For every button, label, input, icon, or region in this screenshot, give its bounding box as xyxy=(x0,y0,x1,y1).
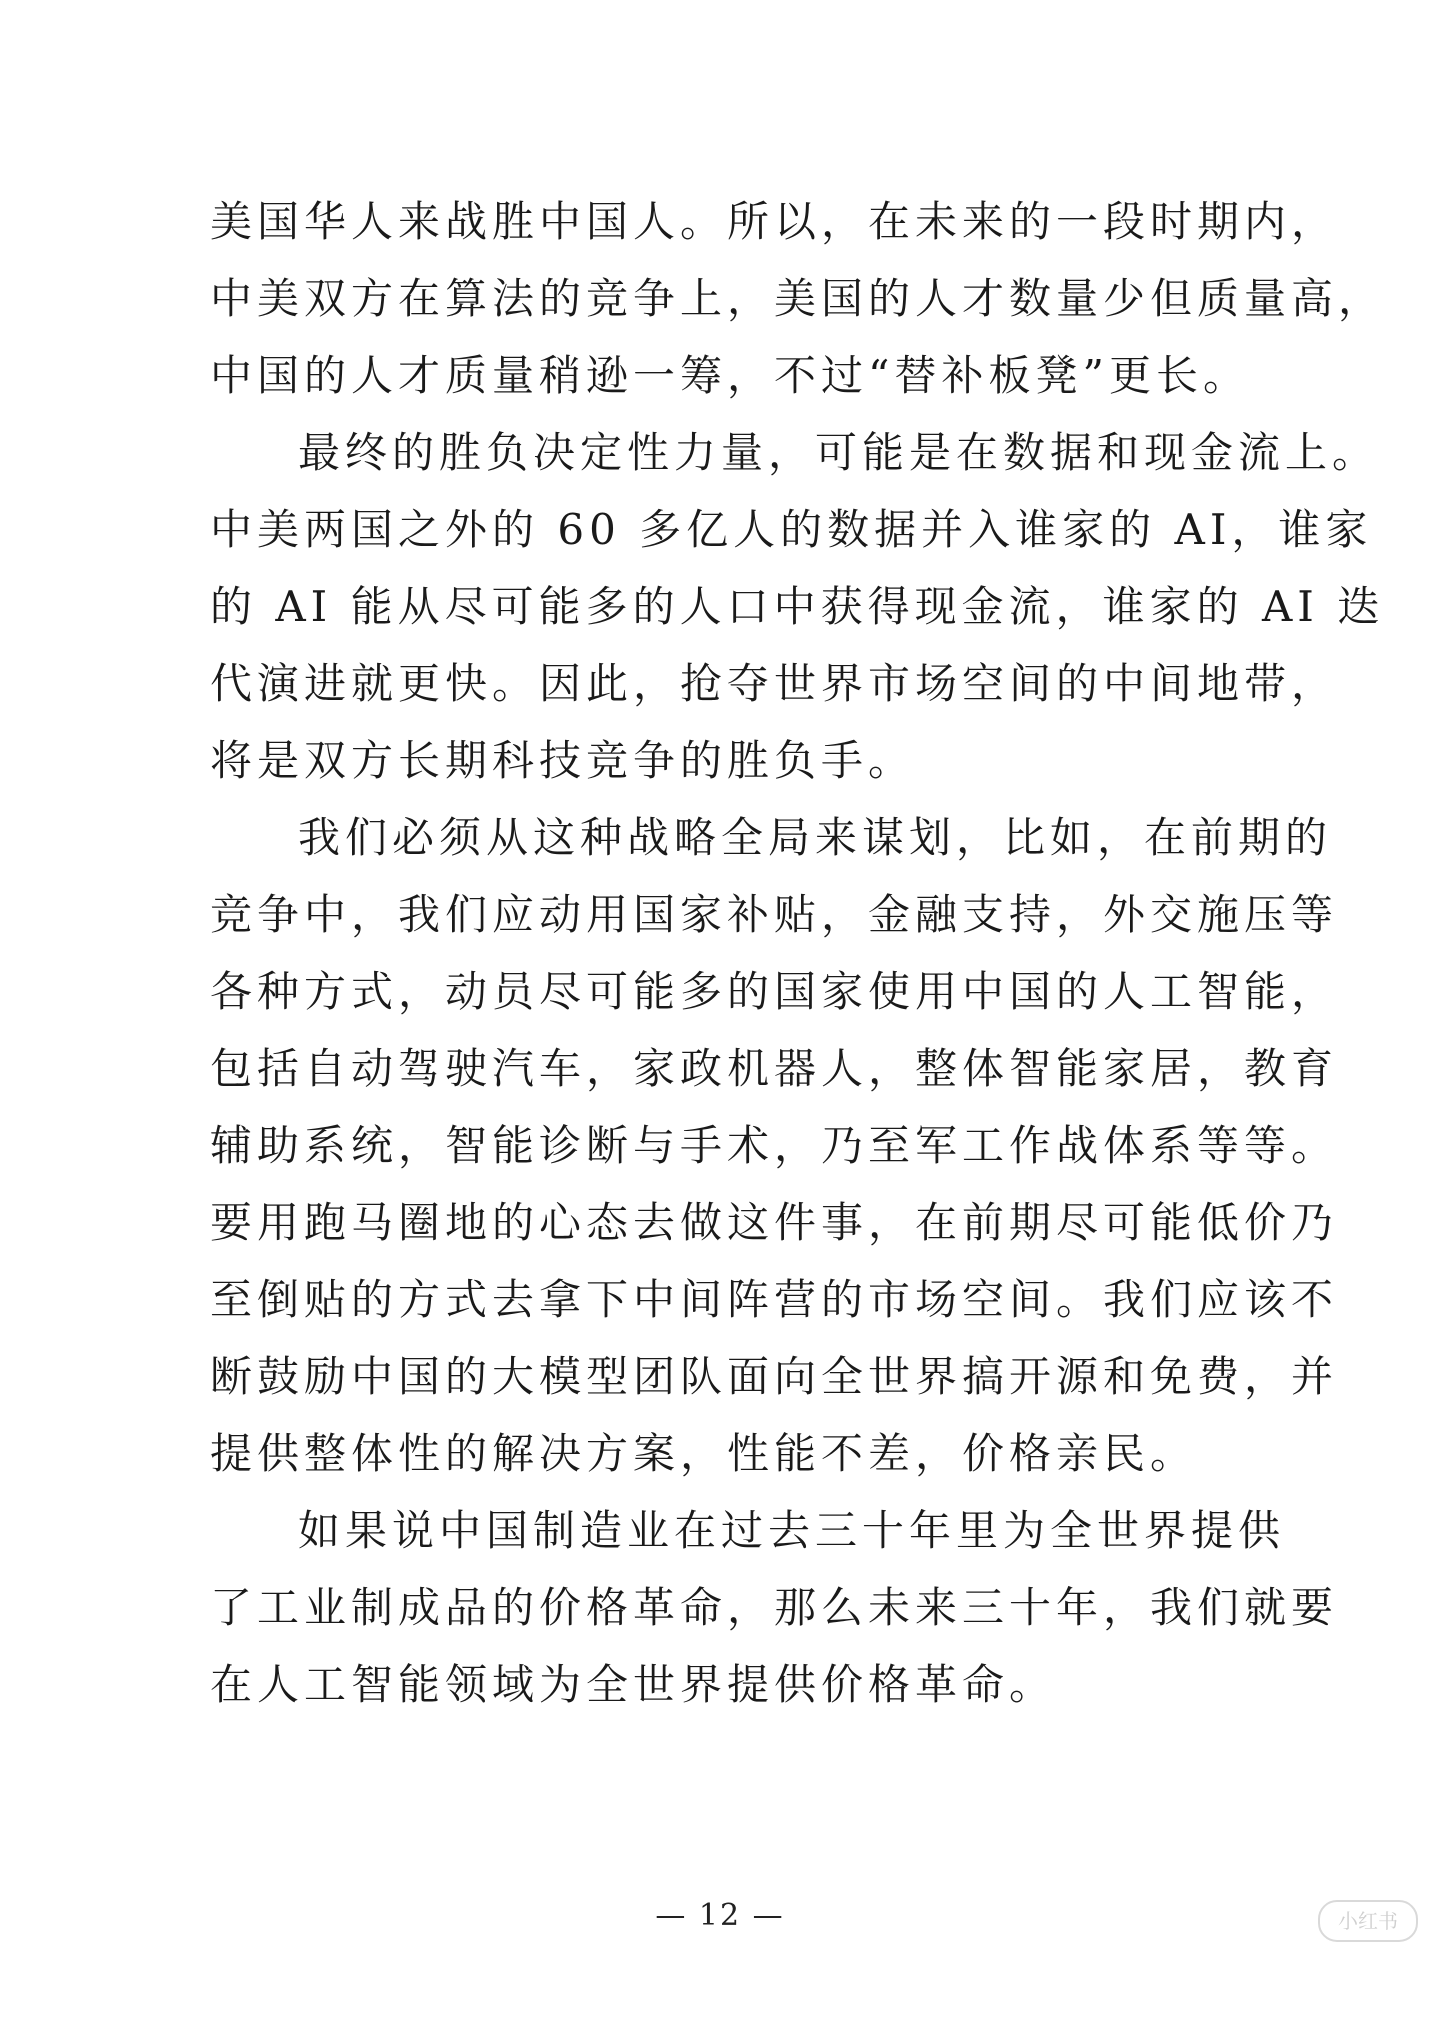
text-line: 代演进就更快。因此，抢夺世界市场空间的中间地带， xyxy=(210,659,1339,708)
body-text xyxy=(210,183,1386,1723)
text-line: 在人工智能领域为全世界提供价格革命。 xyxy=(210,1660,1057,1709)
text-line: 提供整体性的解决方案，性能不差，价格亲民。 xyxy=(210,1429,1198,1478)
text-line: 竞争中，我们应动用国家补贴，金融支持，外交施压等 xyxy=(210,890,1339,939)
text-line: 将是双方长期科技竞争的胜负手。 xyxy=(210,736,916,785)
page-number: — 12 — xyxy=(655,1898,785,1933)
text-line: 包括自动驾驶汽车，家政机器人，整体智能家居，教育 xyxy=(210,1044,1339,1093)
paragraph-start-line: 最终的胜负决定性力量，可能是在数据和现金流上。 xyxy=(298,428,1380,477)
text-line: 断鼓励中国的大模型团队面向全世界搞开源和免费，并 xyxy=(210,1352,1339,1401)
text-line: 美国华人来战胜中国人。所以，在未来的一段时期内， xyxy=(210,197,1339,246)
text-line: 中美两国之外的 60 多亿人的数据并入谁家的 AI，谁家 xyxy=(210,505,1373,554)
paragraph-start-line: 我们必须从这种战略全局来谋划，比如，在前期的 xyxy=(298,813,1333,862)
text-line: 的 AI 能从尽可能多的人口中获得现金流，谁家的 AI 迭 xyxy=(210,582,1385,631)
text-line: 辅助系统，智能诊断与手术，乃至军工作战体系等等。 xyxy=(210,1121,1339,1170)
text-line: 中国的人才质量稍逊一筹，不过“替补板凳”更长。 xyxy=(210,351,1250,400)
paragraph-start-line: 如果说中国制造业在过去三十年里为全世界提供 xyxy=(298,1506,1286,1555)
text-line: 各种方式，动员尽可能多的国家使用中国的人工智能， xyxy=(210,967,1339,1016)
text-line: 了工业制成品的价格革命，那么未来三十年，我们就要 xyxy=(210,1583,1339,1632)
watermark-logo: 小红书 xyxy=(1318,1900,1418,1942)
text-line: 中美双方在算法的竞争上，美国的人才数量少但质量高， xyxy=(210,274,1386,323)
text-line: 至倒贴的方式去拿下中间阵营的市场空间。我们应该不 xyxy=(210,1275,1339,1324)
text-line: 要用跑马圈地的心态去做这件事，在前期尽可能低价乃 xyxy=(210,1198,1339,1247)
